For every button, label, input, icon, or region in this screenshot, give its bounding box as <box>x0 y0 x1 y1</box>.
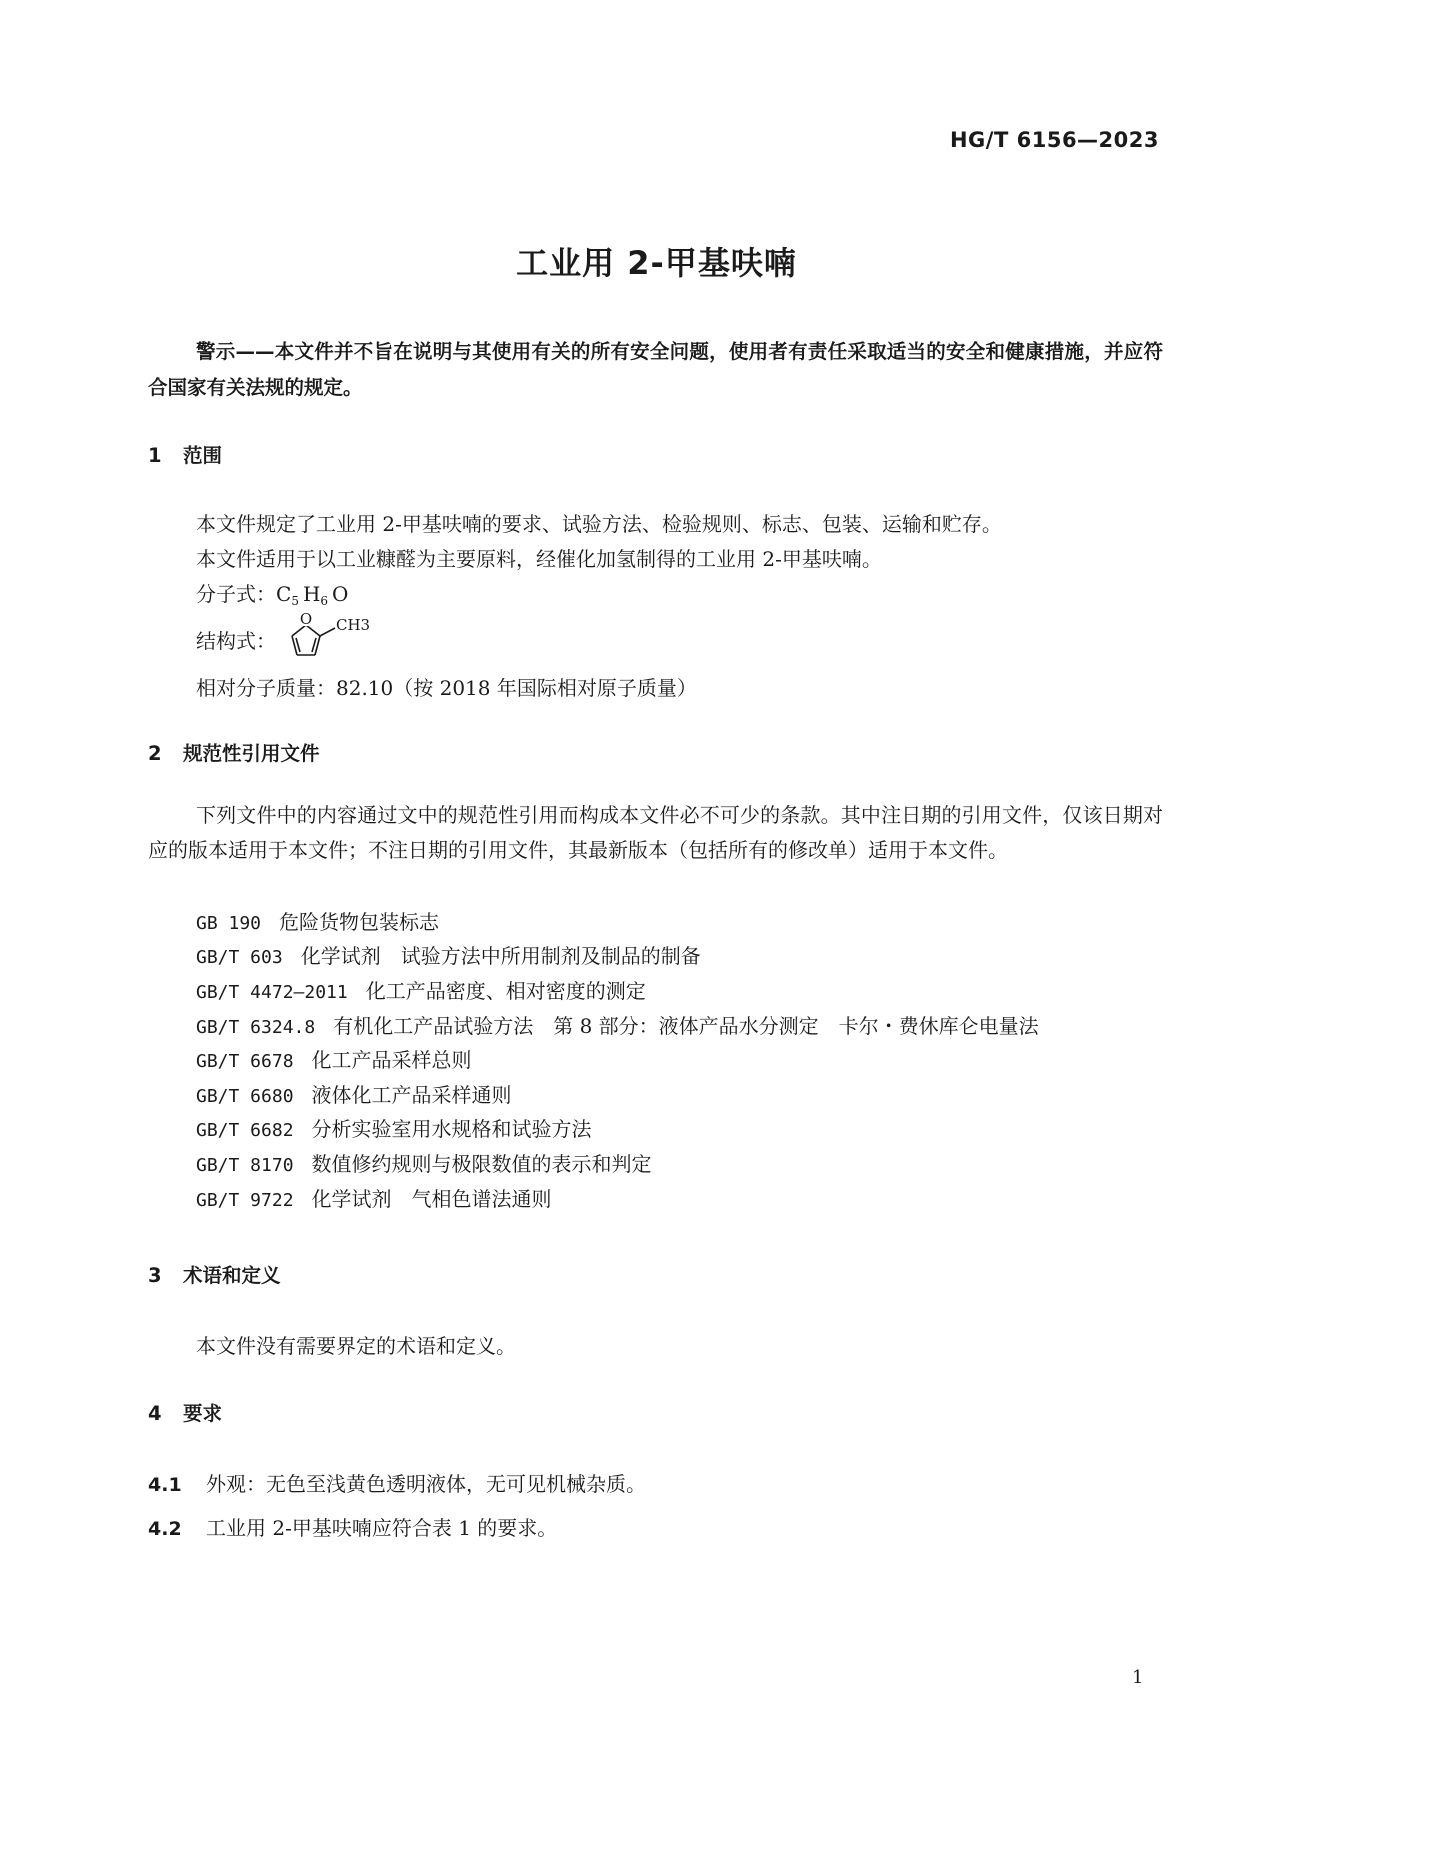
reference-item <box>196 1079 512 1108</box>
terms-paragraph: 本文件没有需要界定的术语和定义。 <box>196 1334 516 1358</box>
reference-code: GB/T 4472—2011 <box>196 982 348 1003</box>
reference-code: GB/T 6680 <box>196 1086 294 1107</box>
reference-code: GB/T 6324.8 <box>196 1017 316 1038</box>
reference-code: GB/T 8170 <box>196 1155 294 1176</box>
reference-code: GB/T 6678 <box>196 1051 294 1072</box>
section-title: 范围 <box>183 444 223 467</box>
section-number: 2 <box>148 742 162 765</box>
section-number: 4 <box>148 1402 162 1425</box>
section-title: 术语和定义 <box>183 1264 281 1287</box>
reference-code: GB/T 603 <box>196 947 283 968</box>
section-1-heading <box>148 440 222 468</box>
reference-item <box>196 906 439 935</box>
standard-number: HG/T 6156—2023 <box>949 128 1159 152</box>
clause-number: 4.1 <box>148 1474 182 1496</box>
section-3-heading <box>148 1260 281 1288</box>
section-title: 要求 <box>183 1402 223 1425</box>
reference-code: GB/T 9722 <box>196 1190 294 1211</box>
clause-number: 4.2 <box>148 1518 182 1540</box>
references-intro: 下列文件中的内容通过文中的规范性引用而构成本文件必不可少的条款。其中注日期的引用文件，仅该日期对应的版本适用于本文件；不注日期的引用文件，其最新版本（包括所有的修改单）适用于本文件。 <box>148 803 1163 862</box>
reference-title: 液体化工产品采样通则 <box>311 1083 512 1107</box>
reference-code: GB 190 <box>196 913 262 934</box>
molecular-formula: $C_5$ $H_6$ O <box>276 582 349 608</box>
reference-title: 分析实验室用水规格和试验方法 <box>311 1117 592 1141</box>
section-4-heading <box>148 1398 222 1426</box>
reference-title: 化工产品采样总则 <box>311 1048 472 1072</box>
page-number: 1 <box>1132 1667 1144 1688</box>
reference-code: GB/T 6682 <box>196 1120 294 1141</box>
reference-item <box>196 1183 552 1212</box>
reference-title: 化工产品密度、相对密度的测定 <box>365 979 646 1003</box>
section-title: 规范性引用文件 <box>183 742 320 765</box>
relative-molecular-mass: 相对分子质量：82.10（按 2018 年国际相对原子质量） <box>196 676 697 700</box>
reference-title: 危险货物包装标志 <box>279 910 440 934</box>
requirement-4-2 <box>148 1512 557 1541</box>
ring-oxygen-label: O <box>299 610 313 628</box>
clause-text: 外观：无色至浅黄色透明液体，无可见机械杂质。 <box>206 1472 646 1496</box>
reference-title: 有机化工产品试验方法 第 8 部分：液体产品水分测定 卡尔・费休库仑电量法 <box>333 1014 1039 1038</box>
clause-text: 工业用 2-甲基呋喃应符合表 1 的要求。 <box>206 1516 558 1540</box>
formula-label: 分子式： <box>196 582 276 606</box>
2-methylfuran-structure <box>285 608 405 668</box>
reference-title: 化学试剂 气相色谱法通则 <box>311 1187 552 1211</box>
scope-paragraph-1: 本文件规定了工业用 2-甲基呋喃的要求、试验方法、检验规则、标志、包装、运输和贮存。 <box>196 512 1002 536</box>
document-title: 工业用 2-甲基呋喃 <box>516 244 797 282</box>
reference-item <box>196 1044 472 1073</box>
reference-item <box>196 1148 652 1177</box>
reference-title: 数值修约规则与极限数值的表示和判定 <box>311 1152 652 1176</box>
structure-formula-label: 结构式： <box>196 629 276 653</box>
reference-title: 化学试剂 试验方法中所用制剂及制品的制备 <box>300 944 701 968</box>
requirement-4-1 <box>148 1468 646 1497</box>
safety-warning: 警示——本文件并不旨在说明与其使用有关的所有安全问题，使用者有责任采取适当的安全和健康措施，并应符合国家有关法规的规定。 <box>148 340 1163 399</box>
methyl-label: CH3 <box>336 616 371 634</box>
scope-paragraph-2: 本文件适用于以工业糠醛为主要原料，经催化加氢制得的工业用 2-甲基呋喃。 <box>196 547 882 571</box>
reference-item <box>196 1010 1039 1039</box>
reference-item <box>196 1113 592 1142</box>
section-2-heading <box>148 738 320 766</box>
reference-item <box>196 940 701 969</box>
molecular-formula-line <box>196 578 348 608</box>
section-number: 3 <box>148 1264 162 1287</box>
reference-item <box>196 975 646 1004</box>
section-number: 1 <box>148 444 162 467</box>
